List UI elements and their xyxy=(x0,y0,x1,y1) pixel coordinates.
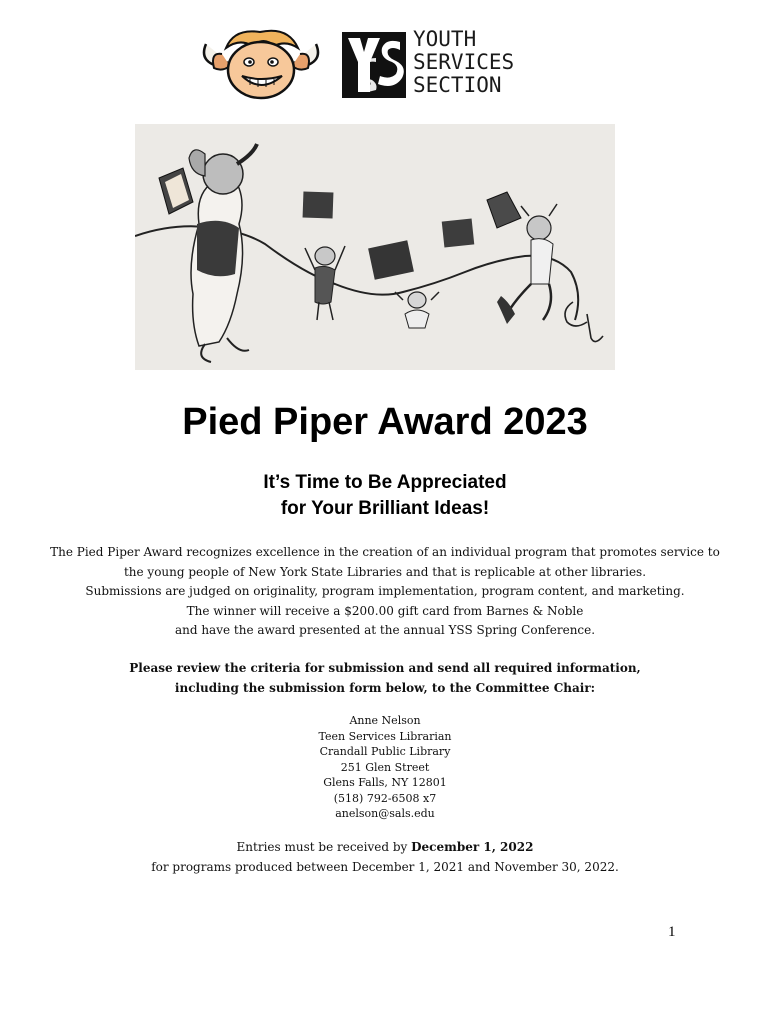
subtitle-line: for Your Brilliant Ideas! xyxy=(280,498,490,519)
description-line: Submissions are judged on originality, program implementation, program content, and marketing. xyxy=(85,584,685,598)
contact-phone: (518) 792-6508 x7 xyxy=(333,791,437,805)
page-number: 1 xyxy=(668,924,676,940)
contact-name: Anne Nelson xyxy=(349,714,421,727)
wordmark-line: SERVICES xyxy=(413,50,515,74)
deadline-date: December 1, 2022 xyxy=(411,840,534,854)
award-description xyxy=(40,543,730,641)
horned-cow-mascot-logo xyxy=(200,24,322,100)
wordmark-line: YOUTH xyxy=(413,27,477,51)
committee-chair-contact xyxy=(0,713,770,822)
subtitle-line: It’s Time to Be Appreciated xyxy=(263,472,507,493)
contact-street: 251 Glen Street xyxy=(340,760,430,774)
contact-city: Glens Falls, NY 12801 xyxy=(323,776,447,789)
deadline-line xyxy=(0,837,770,857)
contact-email[interactable]: anelson@sals.edu xyxy=(335,807,435,820)
submission-instructions xyxy=(40,659,730,698)
description-line: and have the award presented at the annual YSS Spring Conference. xyxy=(174,623,596,637)
subtitle xyxy=(0,470,770,522)
page-title: Pied Piper Award 2023 xyxy=(182,401,588,443)
deadline-period: for programs produced between December 1, 2021 and November 30, 2022. xyxy=(151,860,619,874)
yss-monogram-logo xyxy=(342,32,406,98)
yss-wordmark xyxy=(413,28,514,97)
contact-organization: Crandall Public Library xyxy=(319,745,451,758)
deadline-prefix: Entries must be received by xyxy=(236,840,412,854)
description-line: the young people of New York State Libraries and that is replicable at other libraries. xyxy=(123,564,647,579)
animals-juggling-books-illustration xyxy=(135,124,615,370)
wordmark-line: SECTION xyxy=(413,73,502,97)
instruction-line: Please review the criteria for submission and send all required information, xyxy=(129,661,641,675)
entry-deadline xyxy=(0,837,770,877)
contact-title: Teen Services Librarian xyxy=(318,729,452,743)
description-line: The winner will receive a $200.00 gift card from Barnes & Noble xyxy=(186,603,584,618)
description-line: The Pied Piper Award recognizes excellence in the creation of an individual program that promotes service to xyxy=(50,545,720,559)
instruction-line: including the submission form below, to the Committee Chair: xyxy=(174,680,596,695)
